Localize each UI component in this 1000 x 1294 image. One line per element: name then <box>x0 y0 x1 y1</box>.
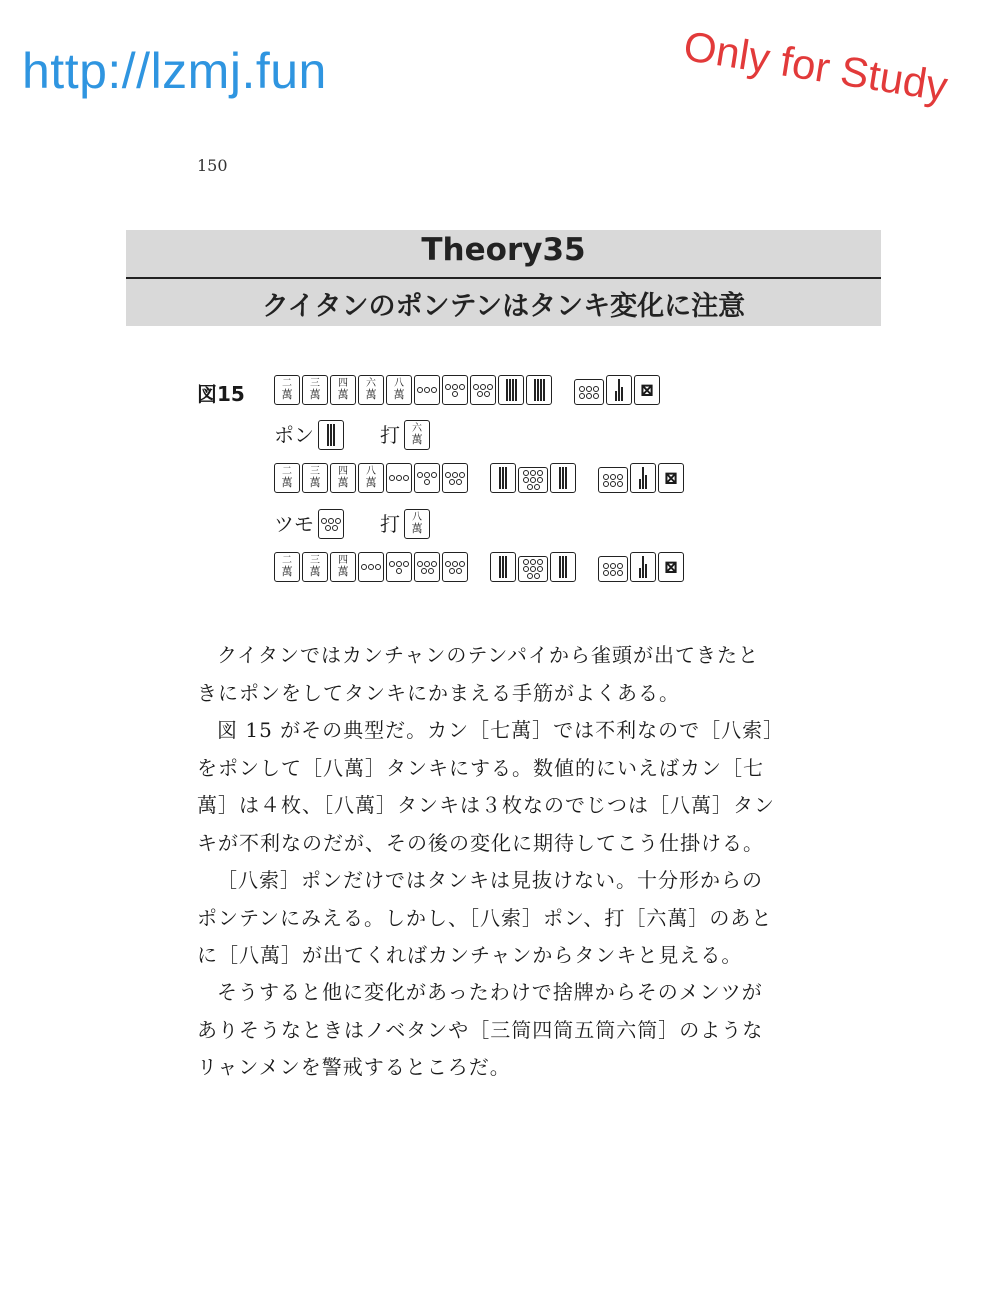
body-paragraph: 図 15 がその典型だ。カン［七萬］では不利なので［八索］をポンして［八萬］タンキにする。数値的にいえばカン［七萬］は４枚、［八萬］タンキは３枚なのでじつは［八萬］タンキが不利なのだが、その後の変化に期待してこう仕掛ける。 <box>197 718 775 855</box>
mahjong-tile-icon <box>630 552 656 582</box>
mahjong-tile-icon <box>498 375 524 405</box>
mahjong-tile-icon: 六 萬 <box>404 420 430 450</box>
mahjong-tile-icon: 四 萬 <box>330 375 356 405</box>
mahjong-tile-icon <box>414 552 440 582</box>
closed-hand <box>274 375 554 405</box>
watermark-stamp: Only for Study <box>680 22 951 111</box>
mahjong-tile-icon <box>526 375 552 405</box>
closed-hand <box>274 463 470 493</box>
mahjong-tile-icon <box>490 552 516 582</box>
called-pon-meld <box>490 463 578 493</box>
called-meld <box>598 463 686 493</box>
mahjong-tile-icon <box>518 467 548 493</box>
mahjong-tile-icon <box>414 463 440 493</box>
mahjong-tile-icon <box>574 379 604 405</box>
figure-label: 図15 <box>197 382 245 406</box>
discard-label: 打 <box>380 512 400 536</box>
mahjong-tile-icon: 六 萬 <box>358 375 384 405</box>
mahjong-tile-icon <box>606 375 632 405</box>
mahjong-tile-icon <box>470 375 496 405</box>
body-paragraph: クイタンではカンチャンのテンパイから雀頭が出てきたときにポンをしてタンキにかまえる手筋がよくある。 <box>197 643 759 705</box>
mahjong-tile-icon <box>358 552 384 582</box>
mahjong-tile-icon <box>442 463 468 493</box>
mahjong-tile-icon <box>318 509 344 539</box>
called-meld <box>598 552 686 582</box>
body-paragraph: そうすると他に変化があったわけで捨牌からそのメンツがありそうなときはノベタンや［三筒四筒五筒六筒］のようなリャンメンを警戒するところだ。 <box>197 980 764 1079</box>
closed-hand <box>274 552 470 582</box>
mahjong-tile-icon: ⊠ <box>634 375 660 405</box>
mahjong-tile-icon: ⊠ <box>658 463 684 493</box>
mahjong-tile-icon <box>550 463 576 493</box>
watermark-url: http://lzmj.fun <box>22 43 327 99</box>
called-meld <box>574 375 662 405</box>
mahjong-tile-icon: 三 萬 <box>302 375 328 405</box>
mahjong-tile-icon <box>318 420 344 450</box>
mahjong-tile-icon <box>550 552 576 582</box>
mahjong-tile-icon <box>442 375 468 405</box>
mahjong-tile-icon: 二 萬 <box>274 375 300 405</box>
mahjong-tile-icon <box>414 375 440 405</box>
mahjong-tile-icon <box>442 552 468 582</box>
mahjong-tile-icon: 八 萬 <box>358 463 384 493</box>
mahjong-tile-icon: 四 萬 <box>330 463 356 493</box>
figure-action-row-1 <box>274 420 432 450</box>
mahjong-tile-icon: 三 萬 <box>302 552 328 582</box>
called-pon-meld <box>490 552 578 582</box>
mahjong-tile-icon: 八 萬 <box>404 509 430 539</box>
figure-hand-row-3 <box>274 552 686 582</box>
mahjong-tile-icon: 八 萬 <box>386 375 412 405</box>
mahjong-tile-icon: 二 萬 <box>274 552 300 582</box>
mahjong-tile-icon <box>386 552 412 582</box>
tsumo-label: ツモ <box>274 512 314 536</box>
mahjong-tile-icon: 四 萬 <box>330 552 356 582</box>
mahjong-tile-icon <box>598 467 628 493</box>
title-divider <box>126 277 881 279</box>
mahjong-tile-icon <box>630 463 656 493</box>
mahjong-tile-icon <box>598 556 628 582</box>
mahjong-tile-icon <box>386 463 412 493</box>
body-paragraph: ［八索］ポンだけではタンキは見抜けない。十分形からのポンテンにみえる。しかし、［八索］ポン、打［六萬］のあとに［八萬］が出てくればカンチャンからタンキと見える。 <box>197 868 773 967</box>
mahjong-tile-icon: 三 萬 <box>302 463 328 493</box>
page-number: 150 <box>197 156 228 175</box>
mahjong-tile-icon <box>518 556 548 582</box>
figure-action-row-2 <box>274 509 432 539</box>
chapter-subtitle: クイタンのポンテンはタンキ変化に注意 <box>261 291 746 322</box>
chapter-title-bar <box>126 230 881 326</box>
chapter-title: Theory35 <box>421 232 586 268</box>
discard-label: 打 <box>380 423 400 447</box>
mahjong-tile-icon: 二 萬 <box>274 463 300 493</box>
pon-label: ポン <box>274 423 314 447</box>
figure-hand-row-2 <box>274 463 686 493</box>
mahjong-tile-icon <box>490 463 516 493</box>
mahjong-tile-icon: ⊠ <box>658 552 684 582</box>
figure-hand-row-1 <box>274 375 662 405</box>
